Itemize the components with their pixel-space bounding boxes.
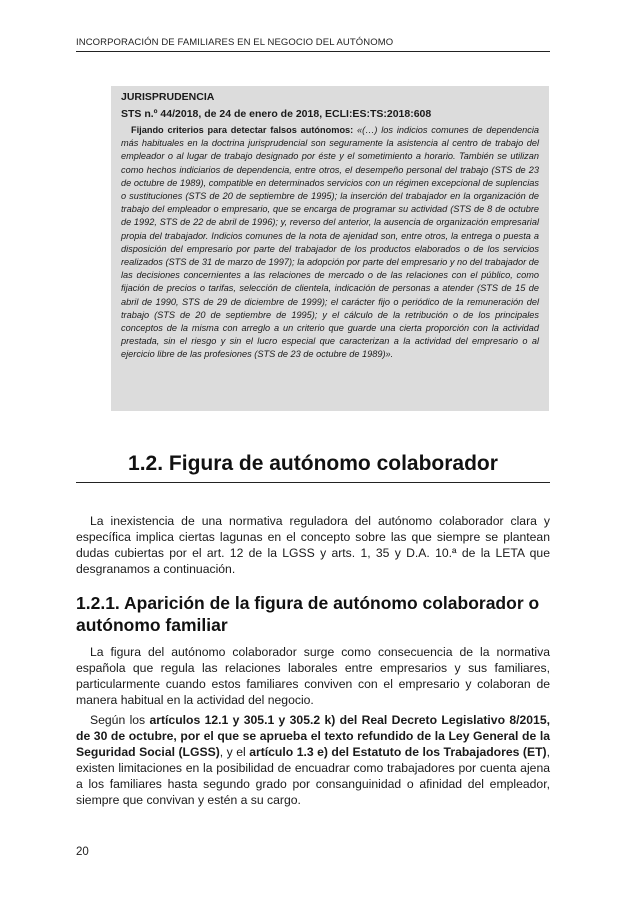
paragraph-2-text-1: Según los: [90, 713, 150, 727]
jurisprudence-label: JURISPRUDENCIA: [121, 91, 215, 103]
jurisprudence-quote: «(…) los indicios comunes de dependencia más habituales en la doctrina jurisprudencial son seguramente la asistencia al centro de trabajo del empleador o al lugar de trabajo designado por éste y el sometimiento a horario. También se utilizan como hechos indiciarios de dependencia, entre otros, el desempeño personal del trabajo (STS de 23 de octubre de 1989), compatible en determinados servicios con un régimen excepcional de suplencias o sustituciones (STS de 20 de septiembre de 1995); la inserción del trabajador en la organización de trabajo del empleador o empresario, que se encarga de programar su actividad (STS de 8 de octubre de 1992, STS de 22 de abril de 1996); y, reverso del anterior, la ausencia de organización empresarial propia del trabajador. Indicios comunes de la nota de ajenidad son, entre otros, la entrega o puesta a disposición del empresario por parte del trabajador de los productos elaborados o de los servicios realizados (STS de 31 de marzo de 1997); la adopción por parte del empresario y no del trabajador de las decisiones concernientes a las relaciones de mercado o de las relaciones con el público, como fijación de precios o tarifas, selección de clientela, indicación de personas a atender (STS de 15 de abril de 1990, STS de 29 de diciembre de 1999); el carácter fijo o periódico de la remuneración del trabajo (STS de 20 de septiembre de 1995); y el cálculo de la retribución o de los principales conceptos de la misma con arreglo a un criterio que guarde una cierta proporción con la actividad prestada, sin el riesgo y sin el lucro especial que caracterizan a la actividad del empresario o al ejercicio libre de las profesiones (STS de 23 de octubre de 1989)».: [121, 125, 539, 360]
running-header: INCORPORACIÓN DE FAMILIARES EN EL NEGOCIO DEL AUTÓNOMO: [76, 37, 550, 52]
section-intro-text: La inexistencia de una normativa reguladora del autónomo colaborador clara y específica implica ciertas lagunas en el concepto sobre las que siempre se plantean dudas cubiertas por el art. 12 de la LGSS y arts. 1, 35 y D.A. 10.ª de la LETA que desgranamos a continuación.: [76, 514, 550, 576]
section-title: 1.2. Figura de autónomo colaborador: [76, 452, 550, 483]
paragraph-2-bold-1: artículos 12.1 y 305.1 y 305.2 k) del Real Decreto Legislativo 8/2015, de 30 de octubre, por el que se aprueba el texto refundido de la Ley General de la Seguridad Social (LGSS): [76, 713, 550, 759]
jurisprudence-lead: Fijando criterios para detectar falsos autónomos:: [131, 125, 354, 135]
jurisprudence-box: [111, 86, 549, 411]
subsection-paragraph-2: [76, 712, 550, 808]
jurisprudence-text: [121, 124, 539, 362]
jurisprudence-reference: STS n.º 44/2018, de 24 de enero de 2018, ECLI:ES:TS:2018:608: [121, 108, 432, 120]
paragraph-2-text-3: , existen limitaciones en la posibilidad de encuadrar como trabajadores por cuenta ajena a los familiares hasta segundo grado por consanguinidad o afinidad del empleador, siempre que convivan y estén a su cargo.: [76, 745, 550, 807]
paragraph-2-bold-2: artículo 1.3 e) del Estatuto de los Trabajadores (ET): [249, 745, 547, 759]
subsection-paragraph-1: [76, 644, 550, 708]
subsection-title: 1.2.1. Aparición de la figura de autónomo colaborador o autónomo familiar: [76, 593, 540, 635]
subsection-paragraph-1-text: La figura del autónomo colaborador surge como consecuencia de la normativa española que regula las relaciones laborales entre empresarios y sus familiares, particularmente cuando estos familiares conviven con el empresario y colaboran de manera habitual en la actividad del negocio.: [76, 645, 550, 707]
section-intro-paragraph: [76, 513, 550, 577]
paragraph-2-text-2: , y el: [219, 745, 250, 759]
page-number: 20: [76, 846, 89, 858]
